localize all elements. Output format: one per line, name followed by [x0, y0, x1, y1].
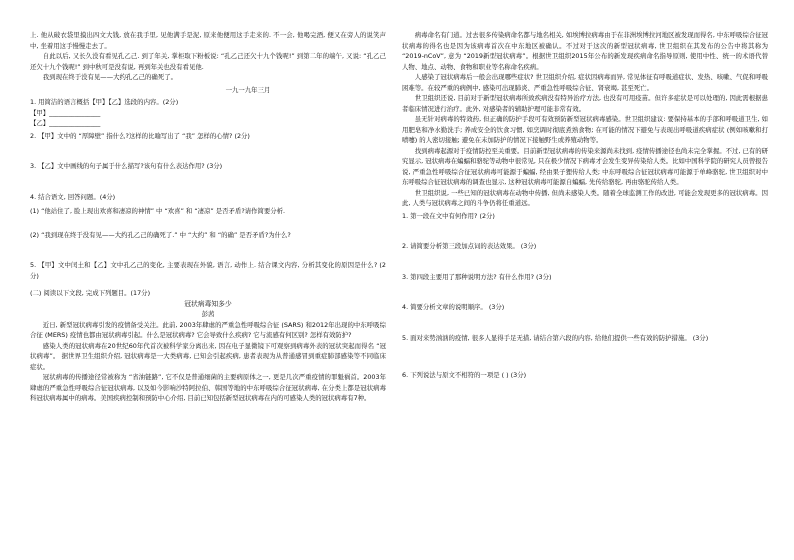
question: (2) “我到现在终于没有见——大约孔乙己的确死了.” 中 “大约” 和 “的确” 是否矛盾?为什么?	[30, 230, 291, 239]
story-date: 一九一九年三月	[225, 85, 271, 94]
question: 2. 请简要分析第三段加点词的表达效果。 (3分)	[402, 242, 537, 250]
section-heading: (二) 阅读以下文段, 完成下列题目。(17分)	[30, 289, 151, 297]
article-author: 彭茜	[201, 310, 215, 318]
question: 3. 【乙】文中画线的句子属于什么描写?该句有什么表达作用? (3分)	[30, 162, 223, 170]
article-paragraph: 世卫组织还说, 目前对于新型冠状病毒所致疾病没有特异治疗方法, 也没有可用疫苗。但许多症状是可以处理的, 因此需根据患者临床情况进行治疗。此外, 对感染者的辅助护理可能非常有效。	[402, 94, 768, 113]
story-paragraph: 自此以后, 又长久没有看见孔乙己. 到了年关, 掌柜取下粉板说: “孔乙己还欠十九个钱呢!” 到第二年的端午, 又说: “孔乙己还欠十九个钱呢!” 到中秋可是没有说, 再到年关也没有看见他.	[30, 52, 386, 71]
article-paragraph: 病毒命名有门道。过去很多传染病命名都与地名相关, 如埃博拉病毒由于在非洲埃博拉河地区被发现而得名, 中东呼吸综合征冠状病毒的得名也是因为该病毒首次在中东地区被确认。不过对于这次的新型冠状病毒, 世卫组织在其发布的公告中将其称为 “2019-nCoV”, 意为 “2019新型冠状病毒”。根据世卫组织2015年公布的新发现疾病命名指导原则, 使用中性、统一的术语代替人物、地点、动物、食物和职业等名称命名疾病。	[402, 31, 769, 71]
right-column	[402, 30, 768, 381]
question: 1. 用简洁的语言概括【甲】【乙】选段的内容。(2分)	[30, 98, 179, 106]
article-paragraph: 冠状病毒的传播途径常被称为 “省油链路”, 它不仅是普通细菌的主要病原体之一, 更是几次严重疫情的罪魁祸首。2003年肆虐的严重急性呼吸综合征冠状病毒, 以及如今影响沙特阿拉伯、韩国等地的中东呼吸综合征冠状病毒, 在分类上都是冠状病毒科冠状病毒属中的病毒。美国疾病控制和预防中心介绍, 目前已知包括新型冠状病毒在内的可感染人类的冠状病毒有7种。	[30, 373, 386, 402]
story-paragraph: 上. 他从破衣袋里摸出四文大钱, 放在我手里, 见他满手是泥, 原来他便用这手走来的. 不一会, 他喝完酒, 便又在旁人的说笑声中, 坐着用这手慢慢走去了。	[30, 31, 386, 50]
question: 5. 【甲】文中闰土和【乙】文中孔乙己的变化, 主要表现在外貌, 语言, 动作上. 结合课文内容, 分析其变化的原因是什么? (2分)	[30, 261, 386, 280]
article-paragraph: 找到病毒起源对于疫情防控至关重要。目前新型冠状病毒的传染来源尚未找到, 疫情传播途径也尚未完全掌握。不过, 已有的研究显示, 冠状病毒在蝙蝠和骆驼等动物中很常见, 只在极少情况下病毒才会发生变异传染给人类。比如中国科学院的研究人员曾报告说, 严重急性呼吸综合征冠状病毒可能源于蝙蝠, 经由果子狸传给人类; 中东呼吸综合征冠状病毒可能源于单峰骆驼, 世卫组织对中东呼吸综合征冠状病毒的调查也显示, 这种冠状病毒可能源自蝙蝠, 先传给骆驼, 再由骆驼传给人类。	[402, 146, 769, 186]
question: 3. 第四段主要用了那种说明方法? 有什么作用? (3分)	[402, 272, 552, 281]
article-paragraph: 世卫组织说, 一些已知的冠状病毒在动物中传播, 但尚未感染人类。随着全球监测工作的改进, 可能会发现更多的冠状病毒。因此, 人类与冠状病毒之间的斗争仍将任重道远。	[402, 188, 768, 207]
answer-line-yi: 【乙】________________	[30, 119, 101, 127]
answer-line-jia: 【甲】________________	[30, 108, 101, 117]
question: 4. 简要分析文章的说明顺序。 (3分)	[402, 303, 505, 311]
article-paragraph: 人感染了冠状病毒后一般会出现哪些症状? 世卫组织介绍, 症状因病毒而异, 常见体征有呼吸道症状、发热、咳嗽、气促和呼吸困难等。在较严重的病例中, 感染可出现肺炎、严重急性呼吸综合征、肾衰竭, 甚至死亡。	[402, 73, 768, 92]
article-paragraph: 感染人类的冠状病毒在20世纪60年代首次被科学家分离出来, 因在电子显微镜下可观察到病毒外表的冠状突起而得名 “冠状病毒”。 据世界卫生组织介绍, 冠状病毒是一大类病毒, 已知会引起疾病, 患者表现为从普通感冒到重症肺部感染等不同临床症状。	[30, 341, 386, 371]
question: 1. 第一段在文中有何作用? (2分)	[402, 211, 495, 220]
article-title: 冠状病毒知多少	[184, 299, 232, 308]
left-column	[30, 30, 386, 404]
article-paragraph: 近日, 新型冠状病毒引发的疫情备受关注。此前, 2003年肆虐的严重急性呼吸综合征 (SARS) 和2012年出现的中东呼吸综合征 (MERS) 疫情也都由冠状病毒引起。什么是冠状病毒? 它会导致什么疾病? 它与流感有何区别? 怎样有效防护?	[30, 320, 386, 339]
question: (1) “他站住了, 脸上现出欢喜和凄凉的神情” 中 “欢喜” 和 “凄凉” 是否矛盾?请作简要分析.	[30, 207, 286, 215]
question: 4. 结合语文, 回答问题。(4分)	[30, 192, 116, 201]
question: 2. 【甲】文中的 “厚障壁” 指什么?这样的比喻写出了 “我” 怎样的心情? (2分)	[30, 131, 250, 140]
article-paragraph: 虽无针对病毒的特效药, 但正确的防护手段可有效预防新型冠状病毒感染。世卫组织建议: 要保持基本的手部和呼吸道卫生, 如用肥皂和净水勤洗手; 养成安全的饮食习惯, 如烹调时彻底煮熟食物; 在可能的情况下避免与表现出呼吸道疾病症状 (例如咳嗽和打喷嚏) 的人密切接触; 避免在未加防护的情况下接触野生或养殖动物等。	[402, 115, 768, 144]
question: 6. 下列说法与原文不相符的一项是 ( ) (3分)	[402, 371, 527, 379]
question: 5. 面对来势汹汹的疫情, 很多人显得手足无措, 请结合第六段的内容, 给他们提供一些有效的防护措施。 (3分)	[402, 333, 709, 342]
story-paragraph: 我到现在终于没有见——大约孔乙己的确死了。	[42, 73, 177, 81]
